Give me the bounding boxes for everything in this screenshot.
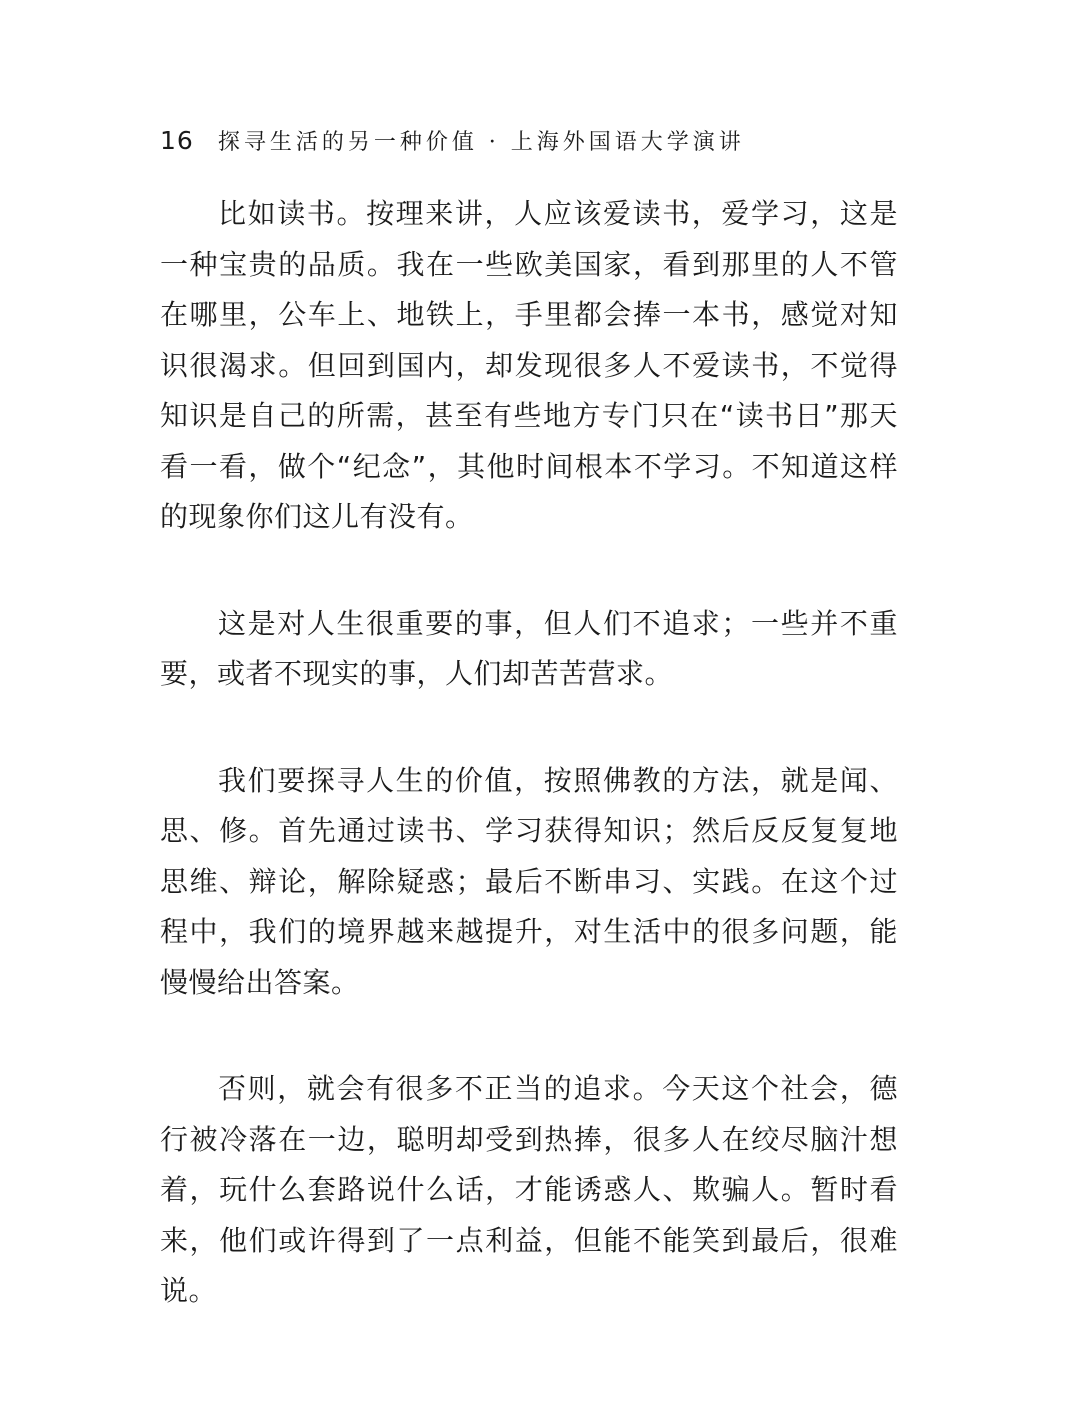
running-header: [160, 122, 745, 158]
paragraph: 比如读书。按理来讲，人应该爱读书，爱学习，这是一种宝贵的品质。我在一些欧美国家，看到那里的人不管在哪里，公车上、地铁上，手里都会捧一本书，感觉对知识很渴求。但回到国内，却发现很多人不爱读书，不觉得知识是自己的所需，甚至有些地方专门只在“读书日”那天看一看，做个“纪念”，其他时间根本不学习。不知道这样的现象你们这儿有没有。: [160, 197, 898, 533]
running-title: 探寻生活的另一种价值 · 上海外国语大学演讲: [217, 129, 745, 155]
paragraph: 否则，就会有很多不正当的追求。今天这个社会，德行被冷落在一边，聪明却受到热捧，很多人在绞尽脑汁想着，玩什么套路说什么话，才能诱惑人、欺骗人。暂时看来，他们或许得到了一点利益，但能不能笑到最后，很难说。: [160, 1072, 898, 1307]
paragraph: 我们要探寻人生的价值，按照佛教的方法，就是闻、思、修。首先通过读书、学习获得知识；然后反反复复地思维、辩论，解除疑惑；最后不断串习、实践。在这个过程中，我们的境界越来越提升，对生活中的很多问题，能慢慢给出答案。: [160, 763, 898, 999]
page-number: 16: [160, 125, 194, 155]
body-text: [160, 189, 898, 1317]
paragraph: 这是对人生很重要的事，但人们不追求；一些并不重要，或者不现实的事，人们却苦苦营求。: [160, 606, 898, 690]
